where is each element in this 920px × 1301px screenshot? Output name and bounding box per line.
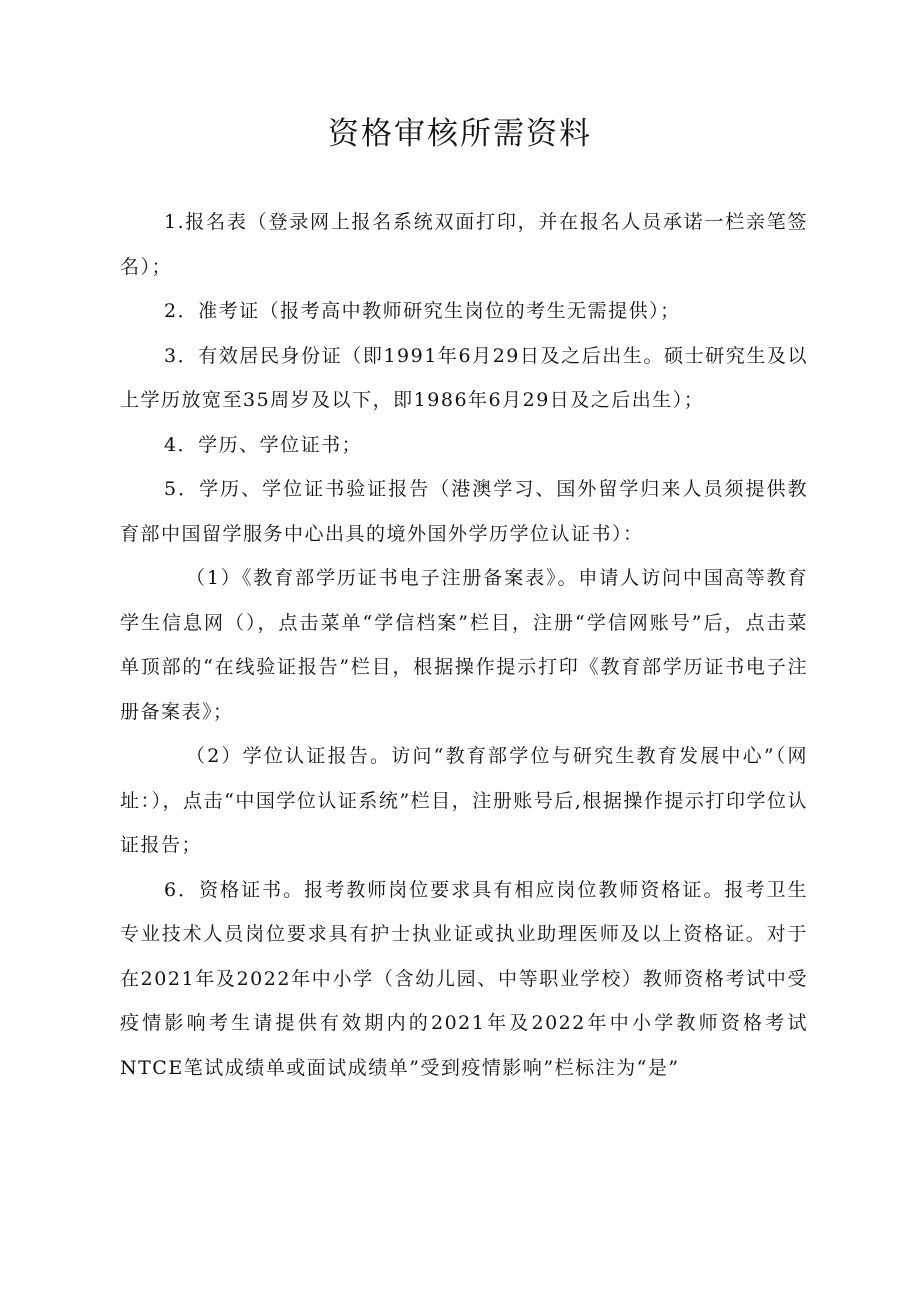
item-registration-form: 1.报名表（登录网上报名系统双面打印，并在报名人员承诺一栏亲笔签名）； <box>120 211 808 278</box>
document-title: 资格审核所需资料 <box>328 116 592 152</box>
subitem-chsi-record: （1）《教育部学历证书电子注册备案表》。申请人访问中国高等教育学生信息网（），点击菜单“学信档案”栏目，注册“学信网账号”后，点击菜单顶部的“在线验证报告”栏目，根据操作提示打印《教育部学历证书电子注册备案表》； <box>120 567 808 723</box>
item-diploma-degree: 4．学历、学位证书； <box>164 433 363 456</box>
item-admission-ticket: 2．准考证（报考高中教师研究生岗位的考生无需提供）； <box>164 300 681 322</box>
document-body <box>120 200 808 1090</box>
item-verification-report: 5．学历、学位证书验证报告（港澳学习、国外留学归来人员须提供教育部中国留学服务中心出具的境外国外学历学位认证书）： <box>120 478 808 545</box>
subitem-degree-certification: （2）学位认证报告。访问“教育部学位与研究生教育发展中心”（网址：），点击“中国学位认证系统”栏目，注册账号后,根据操作提示打印学位认证报告； <box>120 745 808 856</box>
item-qualification-certificate: 6．资格证书。报考教师岗位要求具有相应岗位教师资格证。报考卫生专业技术人员岗位要求具有护士执业证或执业助理医师及以上资格证。对于在2021年及2022年中小学（含幼儿园、中等职业学校）教师资格考试中受疫情影响考生请提供有效期内的2021年及2022年中小学教师资格考试NTCE笔试成绩单或面试成绩单”受到疫情影响”栏标注为“是” <box>120 878 808 1079</box>
item-id-card: 3．有效居民身份证（即1991年6月29日及之后出生。硕士研究生及以上学历放宽至35周岁及以下，即1986年6月29日及之后出生）； <box>120 344 808 411</box>
